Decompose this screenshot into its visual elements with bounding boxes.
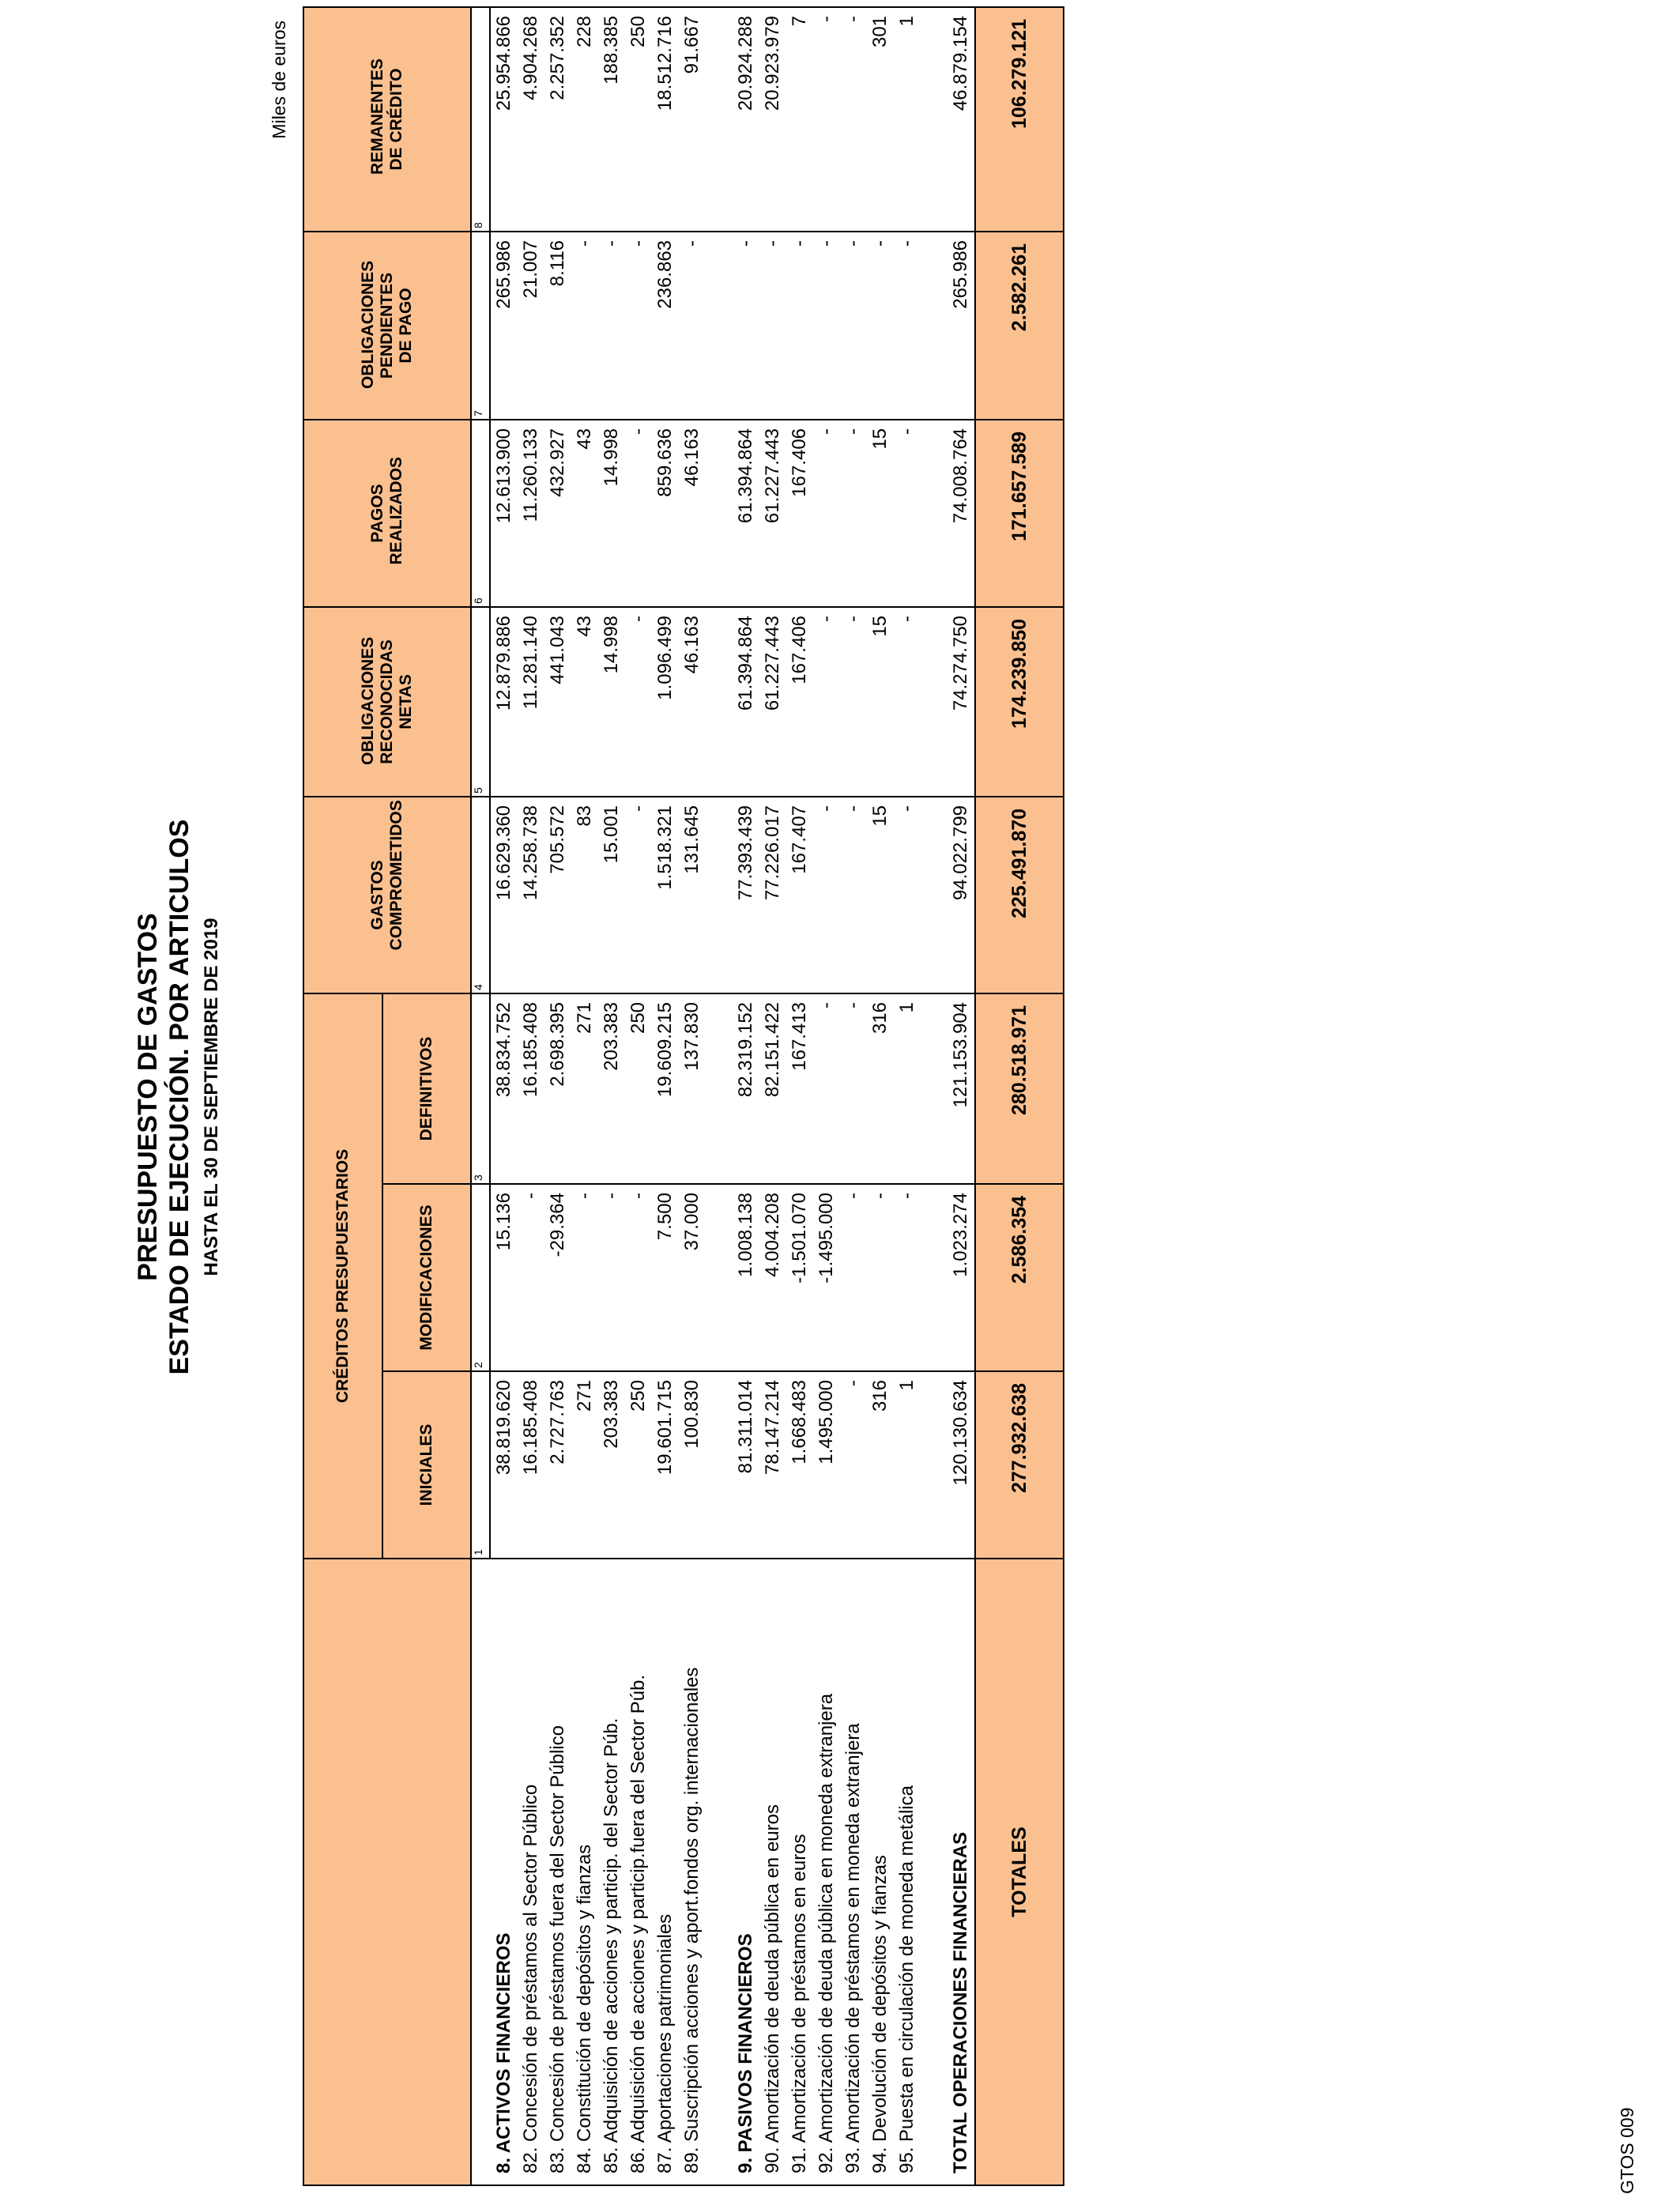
value-cell: 188.385 — [598, 7, 625, 232]
value-cell: 1.008.138 — [733, 1184, 759, 1371]
concept-header — [303, 1559, 471, 2185]
row-label: 9. PASIVOS FINANCIEROS — [733, 1559, 759, 2185]
value-cell — [921, 420, 947, 607]
value-cell: - — [894, 232, 921, 420]
value-cell — [706, 797, 733, 993]
creditos-group-header: CRÉDITOS PRESUPUESTARIOS — [303, 993, 382, 1559]
value-cell: 91.667 — [679, 7, 706, 232]
table-row — [759, 7, 786, 2185]
value-cell: - — [840, 1371, 867, 1559]
value-cell — [921, 1371, 947, 1559]
value-cell: 265.986 — [490, 232, 518, 420]
value-cell — [921, 232, 947, 420]
report-title: PRESUPUESTO DE GASTOS — [133, 913, 163, 1281]
totals-cell: 277.932.638 — [975, 1371, 1064, 1559]
row-label: 83. Concesión de préstamos fuera del Sector Público — [544, 1559, 571, 2185]
value-cell: 167.407 — [786, 797, 813, 993]
value-cell: 1.668.483 — [786, 1371, 813, 1559]
totals-cell: 171.657.589 — [975, 420, 1064, 607]
value-cell: 8.116 — [544, 232, 571, 420]
value-cell: 46.879.154 — [947, 7, 975, 232]
value-cell: 81.311.014 — [733, 1371, 759, 1559]
value-cell: 1 — [894, 1371, 921, 1559]
value-cell: 4.904.268 — [518, 7, 544, 232]
row-label: 93. Amortización de préstamos en moneda extranjera — [840, 1559, 867, 2185]
value-cell: 18.512.716 — [652, 7, 679, 232]
value-cell — [921, 1184, 947, 1371]
value-cell: 16.629.360 — [490, 797, 518, 993]
value-cell: 316 — [867, 993, 894, 1184]
row-label: 94. Devolución de depósitos y fianzas — [867, 1559, 894, 2185]
value-cell: - — [598, 232, 625, 420]
value-cell: 38.819.620 — [490, 1371, 518, 1559]
table-row — [625, 7, 652, 2185]
row-label: 85. Adquisición de acciones y particip. del Sector Púb. — [598, 1559, 625, 2185]
report-date: HASTA EL 30 DE SEPTIEMBRE DE 2019 — [201, 918, 222, 1276]
value-cell: - — [894, 607, 921, 797]
remanentes-header: REMANENTES DE CRÉDITO — [303, 7, 471, 232]
value-cell: - — [625, 420, 652, 607]
value-cell: 4.004.208 — [759, 1184, 786, 1371]
value-cell: 301 — [867, 7, 894, 232]
table-row — [813, 7, 840, 2185]
row-label: 91. Amortización de préstamos en euros — [786, 1559, 813, 2185]
value-cell: 203.383 — [598, 993, 625, 1184]
column-number: 6 — [471, 420, 490, 607]
value-cell: 1.023.274 — [947, 1184, 975, 1371]
value-cell: 12.613.900 — [490, 420, 518, 607]
value-cell: 137.830 — [679, 993, 706, 1184]
value-cell: 94.022.799 — [947, 797, 975, 993]
table-row — [544, 7, 571, 2185]
value-cell: 46.163 — [679, 607, 706, 797]
column-number: 4 — [471, 797, 490, 993]
definitivos-header: DEFINITIVOS — [382, 993, 471, 1184]
value-cell: 432.927 — [544, 420, 571, 607]
value-cell: 15.136 — [490, 1184, 518, 1371]
row-label: 87. Aportaciones patrimoniales — [652, 1559, 679, 2185]
row-label: 84. Constitución de depósitos y fianzas — [571, 1559, 598, 2185]
value-cell: - — [625, 607, 652, 797]
row-label: 89. Suscripción acciones y aport.fondos org. internacionales — [679, 1559, 706, 2185]
value-cell: 82.319.152 — [733, 993, 759, 1184]
value-cell — [921, 607, 947, 797]
value-cell: 271 — [571, 1371, 598, 1559]
value-cell: 100.830 — [679, 1371, 706, 1559]
table-body — [490, 7, 975, 2185]
column-number: 3 — [471, 993, 490, 1184]
value-cell — [706, 1184, 733, 1371]
report-subtitle: ESTADO DE EJECUCIÓN. POR ARTICULOS — [164, 819, 194, 1375]
value-cell: - — [598, 1184, 625, 1371]
value-cell: 14.998 — [598, 607, 625, 797]
value-cell — [921, 993, 947, 1184]
budget-table — [303, 6, 1064, 2186]
value-cell: 78.147.214 — [759, 1371, 786, 1559]
spacer-row — [921, 7, 947, 2185]
totals-cell: 106.279.121 — [975, 7, 1064, 232]
value-cell: 250 — [625, 1371, 652, 1559]
table-row — [652, 7, 679, 2185]
value-cell: - — [867, 232, 894, 420]
value-cell: - — [840, 7, 867, 232]
value-cell: 19.609.215 — [652, 993, 679, 1184]
value-cell: 265.986 — [947, 232, 975, 420]
value-cell: - — [733, 232, 759, 420]
value-cell: 1.518.321 — [652, 797, 679, 993]
value-cell: - — [813, 420, 840, 607]
value-cell: 2.257.352 — [544, 7, 571, 232]
value-cell: 316 — [867, 1371, 894, 1559]
value-cell: 11.281.140 — [518, 607, 544, 797]
section-row — [490, 7, 518, 2185]
value-cell: -29.364 — [544, 1184, 571, 1371]
table-row — [840, 7, 867, 2185]
value-cell: 43 — [571, 607, 598, 797]
value-cell: 19.601.715 — [652, 1371, 679, 1559]
value-cell: 77.393.439 — [733, 797, 759, 993]
value-cell: 236.863 — [652, 232, 679, 420]
value-cell: - — [571, 1184, 598, 1371]
value-cell: - — [840, 420, 867, 607]
table-row — [679, 7, 706, 2185]
value-cell: - — [813, 232, 840, 420]
row-label — [706, 1559, 733, 2185]
column-number: 5 — [471, 607, 490, 797]
value-cell: 131.645 — [679, 797, 706, 993]
value-cell: - — [813, 7, 840, 232]
column-number: 2 — [471, 1184, 490, 1371]
value-cell: 203.383 — [598, 1371, 625, 1559]
modificaciones-header: MODIFICACIONES — [382, 1184, 471, 1371]
document-code: GTOS 009 — [1617, 2107, 1637, 2194]
value-cell: 2.698.395 — [544, 993, 571, 1184]
value-cell: 15 — [867, 797, 894, 993]
gastos-header: GASTOS COMPROMETIDOS — [303, 797, 471, 993]
value-cell: 61.394.864 — [733, 607, 759, 797]
value-cell — [706, 420, 733, 607]
value-cell: 20.923.979 — [759, 7, 786, 232]
totals-cell: 2.582.261 — [975, 232, 1064, 420]
value-cell: 82.151.422 — [759, 993, 786, 1184]
value-cell: 25.954.866 — [490, 7, 518, 232]
value-cell: 1.096.499 — [652, 607, 679, 797]
value-cell: 441.043 — [544, 607, 571, 797]
value-cell: -1.495.000 — [813, 1184, 840, 1371]
value-cell: 43 — [571, 420, 598, 607]
totals-cell: 225.491.870 — [975, 797, 1064, 993]
value-cell: 11.260.133 — [518, 420, 544, 607]
value-cell: 16.185.408 — [518, 993, 544, 1184]
value-cell: - — [813, 993, 840, 1184]
totals-cell: 2.586.354 — [975, 1184, 1064, 1371]
row-label: 82. Concesión de préstamos al Sector Público — [518, 1559, 544, 2185]
value-cell: 61.394.864 — [733, 420, 759, 607]
value-cell: 1 — [894, 7, 921, 232]
value-cell: 2.727.763 — [544, 1371, 571, 1559]
value-cell: - — [867, 1184, 894, 1371]
value-cell: - — [518, 1184, 544, 1371]
row-label: 86. Adquisición de acciones y particip.fuera del Sector Púb. — [625, 1559, 652, 2185]
section-row — [733, 7, 759, 2185]
value-cell: 74.008.764 — [947, 420, 975, 607]
value-cell — [706, 607, 733, 797]
obligaciones-header: OBLIGACIONES RECONOCIDAS NETAS — [303, 607, 471, 797]
column-number: 1 — [471, 1371, 490, 1559]
value-cell: 15 — [867, 420, 894, 607]
value-cell: - — [759, 232, 786, 420]
units-label: Miles de euros — [269, 21, 289, 139]
value-cell: 21.007 — [518, 232, 544, 420]
value-cell: - — [679, 232, 706, 420]
value-cell: 20.924.288 — [733, 7, 759, 232]
value-cell: 7.500 — [652, 1184, 679, 1371]
value-cell: 12.879.886 — [490, 607, 518, 797]
value-cell: 250 — [625, 993, 652, 1184]
iniciales-header: INICIALES — [382, 1371, 471, 1559]
table-row — [867, 7, 894, 2185]
value-cell: 705.572 — [544, 797, 571, 993]
value-cell: 7 — [786, 7, 813, 232]
value-cell: 120.130.634 — [947, 1371, 975, 1559]
value-cell: 1 — [894, 993, 921, 1184]
value-cell: - — [840, 993, 867, 1184]
value-cell: 14.258.738 — [518, 797, 544, 993]
value-cell: - — [894, 420, 921, 607]
value-cell: - — [813, 797, 840, 993]
table-row — [786, 7, 813, 2185]
table-row — [518, 7, 544, 2185]
value-cell: 167.413 — [786, 993, 813, 1184]
value-cell: 61.227.443 — [759, 607, 786, 797]
table-row — [894, 7, 921, 2185]
row-label — [921, 1559, 947, 2185]
value-cell: 14.998 — [598, 420, 625, 607]
value-cell: 61.227.443 — [759, 420, 786, 607]
value-cell: 228 — [571, 7, 598, 232]
value-cell: 1.495.000 — [813, 1371, 840, 1559]
row-label: 95. Puesta en circulación de moneda metálica — [894, 1559, 921, 2185]
value-cell: 46.163 — [679, 420, 706, 607]
spacer-row — [706, 7, 733, 2185]
value-cell: 16.185.408 — [518, 1371, 544, 1559]
value-cell: 250 — [625, 7, 652, 232]
value-cell — [921, 797, 947, 993]
value-cell: - — [840, 1184, 867, 1371]
value-cell — [706, 1371, 733, 1559]
value-cell: 74.274.750 — [947, 607, 975, 797]
value-cell: - — [813, 607, 840, 797]
value-cell: 15 — [867, 607, 894, 797]
section-row — [947, 7, 975, 2185]
row-label: 90. Amortización de deuda pública en euros — [759, 1559, 786, 2185]
totals-label: TOTALES — [975, 1559, 1064, 2185]
value-cell: 77.226.017 — [759, 797, 786, 993]
value-cell: - — [894, 797, 921, 993]
value-cell: 15.001 — [598, 797, 625, 993]
value-cell — [706, 7, 733, 232]
value-cell — [921, 7, 947, 232]
value-cell: - — [840, 607, 867, 797]
column-number: 8 — [471, 7, 490, 232]
value-cell — [706, 993, 733, 1184]
value-cell: - — [625, 1184, 652, 1371]
row-label: 8. ACTIVOS FINANCIEROS — [490, 1559, 518, 2185]
value-cell: - — [840, 797, 867, 993]
value-cell: 37.000 — [679, 1184, 706, 1371]
value-cell: - — [625, 232, 652, 420]
totals-row — [975, 7, 1064, 2185]
value-cell: - — [894, 1184, 921, 1371]
value-cell — [706, 232, 733, 420]
value-cell: 121.153.904 — [947, 993, 975, 1184]
value-cell: - — [786, 232, 813, 420]
value-cell: 83 — [571, 797, 598, 993]
value-cell: 271 — [571, 993, 598, 1184]
totals-cell: 174.239.850 — [975, 607, 1064, 797]
pagos-header: PAGOS REALIZADOS — [303, 420, 471, 607]
value-cell: - — [625, 797, 652, 993]
table-row — [598, 7, 625, 2185]
value-cell: 167.406 — [786, 607, 813, 797]
value-cell: 859.636 — [652, 420, 679, 607]
totals-cell: 280.518.971 — [975, 993, 1064, 1184]
pendientes-header: OBLIGACIONES PENDIENTES DE PAGO — [303, 232, 471, 420]
value-cell: - — [840, 232, 867, 420]
table-row — [571, 7, 598, 2185]
value-cell: 38.834.752 — [490, 993, 518, 1184]
row-label: 92. Amortización de deuda pública en moneda extranjera — [813, 1559, 840, 2185]
value-cell: - — [571, 232, 598, 420]
value-cell: -1.501.070 — [786, 1184, 813, 1371]
value-cell: 167.406 — [786, 420, 813, 607]
row-label: TOTAL OPERACIONES FINANCIERAS — [947, 1559, 975, 2185]
column-number: 7 — [471, 232, 490, 420]
